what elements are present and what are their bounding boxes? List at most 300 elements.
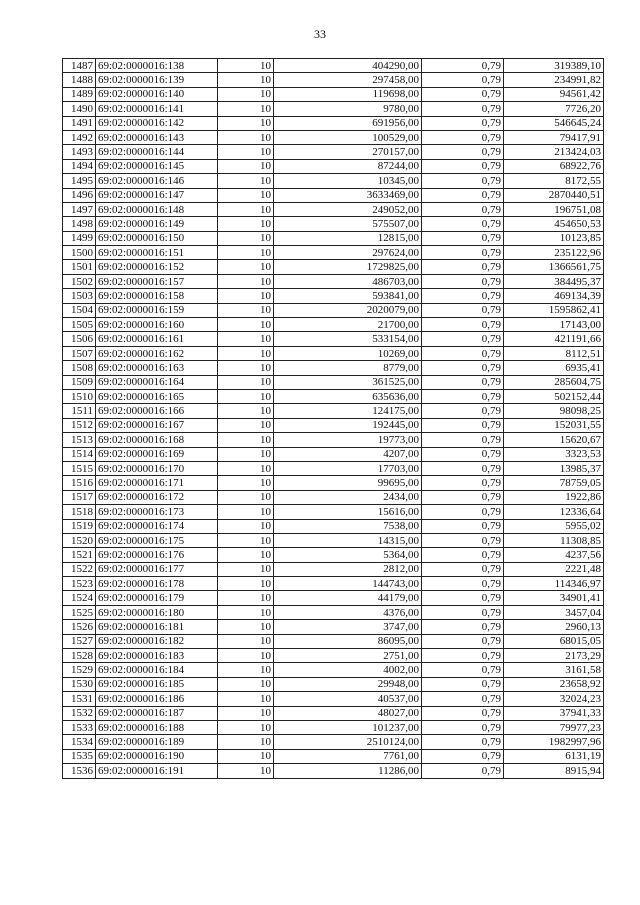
table-row <box>63 260 604 274</box>
table-row <box>63 202 604 216</box>
cadastral-number-cell: 69:02:0000016:140 <box>96 87 218 101</box>
table-row <box>63 720 604 734</box>
cadastral-number-cell: 69:02:0000016:159 <box>96 303 218 317</box>
category-cell: 10 <box>218 562 274 576</box>
row-number-cell: 1535 <box>63 749 96 763</box>
area-cell: 593841,00 <box>274 289 422 303</box>
row-number-cell: 1527 <box>63 634 96 648</box>
cadastral-number-cell: 69:02:0000016:185 <box>96 677 218 691</box>
cadastral-number-cell: 69:02:0000016:172 <box>96 490 218 504</box>
category-cell: 10 <box>218 447 274 461</box>
area-cell: 119698,00 <box>274 87 422 101</box>
cadastral-number-cell: 69:02:0000016:177 <box>96 562 218 576</box>
row-number-cell: 1498 <box>63 217 96 231</box>
area-cell: 101237,00 <box>274 720 422 734</box>
value-cell: 32024,23 <box>504 692 604 706</box>
cadastral-number-cell: 69:02:0000016:150 <box>96 231 218 245</box>
value-cell: 1366561,75 <box>504 260 604 274</box>
coefficient-cell: 0,79 <box>422 634 504 648</box>
area-cell: 48027,00 <box>274 706 422 720</box>
area-cell: 1729825,00 <box>274 260 422 274</box>
row-number-cell: 1529 <box>63 663 96 677</box>
value-cell: 12336,64 <box>504 505 604 519</box>
value-cell: 285604,75 <box>504 375 604 389</box>
coefficient-cell: 0,79 <box>422 404 504 418</box>
area-cell: 10345,00 <box>274 174 422 188</box>
row-number-cell: 1491 <box>63 116 96 130</box>
area-cell: 404290,00 <box>274 59 422 73</box>
cadastral-number-cell: 69:02:0000016:191 <box>96 764 218 778</box>
table-row <box>63 303 604 317</box>
value-cell: 2870440,51 <box>504 188 604 202</box>
coefficient-cell: 0,79 <box>422 231 504 245</box>
area-cell: 8779,00 <box>274 361 422 375</box>
category-cell: 10 <box>218 159 274 173</box>
coefficient-cell: 0,79 <box>422 361 504 375</box>
table-row <box>63 764 604 778</box>
category-cell: 10 <box>218 332 274 346</box>
row-number-cell: 1536 <box>63 764 96 778</box>
value-cell: 1595862,41 <box>504 303 604 317</box>
value-cell: 15620,67 <box>504 433 604 447</box>
area-cell: 9780,00 <box>274 102 422 116</box>
coefficient-cell: 0,79 <box>422 260 504 274</box>
cadastral-number-cell: 69:02:0000016:173 <box>96 505 218 519</box>
category-cell: 10 <box>218 130 274 144</box>
category-cell: 10 <box>218 289 274 303</box>
area-cell: 15616,00 <box>274 505 422 519</box>
land-plot-table <box>62 58 604 779</box>
coefficient-cell: 0,79 <box>422 289 504 303</box>
coefficient-cell: 0,79 <box>422 533 504 547</box>
table-row <box>63 116 604 130</box>
row-number-cell: 1487 <box>63 59 96 73</box>
cadastral-number-cell: 69:02:0000016:184 <box>96 663 218 677</box>
coefficient-cell: 0,79 <box>422 764 504 778</box>
value-cell: 114346,97 <box>504 577 604 591</box>
table-row <box>63 577 604 591</box>
value-cell: 11308,85 <box>504 533 604 547</box>
table-row <box>63 620 604 634</box>
value-cell: 8112,51 <box>504 346 604 360</box>
category-cell: 10 <box>218 605 274 619</box>
row-number-cell: 1511 <box>63 404 96 418</box>
cadastral-number-cell: 69:02:0000016:157 <box>96 274 218 288</box>
row-number-cell: 1533 <box>63 720 96 734</box>
cadastral-number-cell: 69:02:0000016:138 <box>96 59 218 73</box>
value-cell: 3161,58 <box>504 663 604 677</box>
area-cell: 44179,00 <box>274 591 422 605</box>
row-number-cell: 1489 <box>63 87 96 101</box>
area-cell: 7538,00 <box>274 519 422 533</box>
value-cell: 34901,41 <box>504 591 604 605</box>
cadastral-number-cell: 69:02:0000016:189 <box>96 735 218 749</box>
table-row <box>63 677 604 691</box>
table-row <box>63 591 604 605</box>
value-cell: 319389,10 <box>504 59 604 73</box>
table-row <box>63 735 604 749</box>
area-cell: 86095,00 <box>274 634 422 648</box>
coefficient-cell: 0,79 <box>422 389 504 403</box>
area-cell: 2020079,00 <box>274 303 422 317</box>
area-cell: 297458,00 <box>274 73 422 87</box>
area-cell: 11286,00 <box>274 764 422 778</box>
coefficient-cell: 0,79 <box>422 274 504 288</box>
row-number-cell: 1506 <box>63 332 96 346</box>
category-cell: 10 <box>218 720 274 734</box>
cadastral-number-cell: 69:02:0000016:166 <box>96 404 218 418</box>
table-row <box>63 476 604 490</box>
value-cell: 152031,55 <box>504 418 604 432</box>
cadastral-number-cell: 69:02:0000016:171 <box>96 476 218 490</box>
coefficient-cell: 0,79 <box>422 505 504 519</box>
coefficient-cell: 0,79 <box>422 418 504 432</box>
table-row <box>63 174 604 188</box>
area-cell: 4002,00 <box>274 663 422 677</box>
coefficient-cell: 0,79 <box>422 447 504 461</box>
category-cell: 10 <box>218 246 274 260</box>
cadastral-number-cell: 69:02:0000016:164 <box>96 375 218 389</box>
cadastral-number-cell: 69:02:0000016:174 <box>96 519 218 533</box>
value-cell: 384495,37 <box>504 274 604 288</box>
cadastral-number-cell: 69:02:0000016:163 <box>96 361 218 375</box>
area-cell: 533154,00 <box>274 332 422 346</box>
area-cell: 486703,00 <box>274 274 422 288</box>
table-row <box>63 159 604 173</box>
category-cell: 10 <box>218 318 274 332</box>
coefficient-cell: 0,79 <box>422 749 504 763</box>
table-row <box>63 634 604 648</box>
cadastral-number-cell: 69:02:0000016:170 <box>96 461 218 475</box>
cadastral-number-cell: 69:02:0000016:175 <box>96 533 218 547</box>
coefficient-cell: 0,79 <box>422 620 504 634</box>
cadastral-number-cell: 69:02:0000016:178 <box>96 577 218 591</box>
row-number-cell: 1494 <box>63 159 96 173</box>
row-number-cell: 1488 <box>63 73 96 87</box>
category-cell: 10 <box>218 620 274 634</box>
table-row <box>63 87 604 101</box>
row-number-cell: 1490 <box>63 102 96 116</box>
row-number-cell: 1513 <box>63 433 96 447</box>
value-cell: 421191,66 <box>504 332 604 346</box>
table-row <box>63 231 604 245</box>
area-cell: 297624,00 <box>274 246 422 260</box>
value-cell: 79417,91 <box>504 130 604 144</box>
table-row <box>63 663 604 677</box>
cadastral-number-cell: 69:02:0000016:188 <box>96 720 218 734</box>
category-cell: 10 <box>218 116 274 130</box>
coefficient-cell: 0,79 <box>422 59 504 73</box>
coefficient-cell: 0,79 <box>422 130 504 144</box>
table-row <box>63 361 604 375</box>
category-cell: 10 <box>218 260 274 274</box>
coefficient-cell: 0,79 <box>422 735 504 749</box>
coefficient-cell: 0,79 <box>422 433 504 447</box>
table-row <box>63 59 604 73</box>
cadastral-number-cell: 69:02:0000016:142 <box>96 116 218 130</box>
value-cell: 78759,05 <box>504 476 604 490</box>
area-cell: 691956,00 <box>274 116 422 130</box>
row-number-cell: 1520 <box>63 533 96 547</box>
table-row <box>63 447 604 461</box>
row-number-cell: 1508 <box>63 361 96 375</box>
cadastral-number-cell: 69:02:0000016:190 <box>96 749 218 763</box>
row-number-cell: 1495 <box>63 174 96 188</box>
row-number-cell: 1521 <box>63 548 96 562</box>
row-number-cell: 1496 <box>63 188 96 202</box>
area-cell: 12815,00 <box>274 231 422 245</box>
value-cell: 68922,76 <box>504 159 604 173</box>
area-cell: 17703,00 <box>274 461 422 475</box>
table-row <box>63 332 604 346</box>
cadastral-number-cell: 69:02:0000016:162 <box>96 346 218 360</box>
table-row <box>63 461 604 475</box>
category-cell: 10 <box>218 217 274 231</box>
category-cell: 10 <box>218 461 274 475</box>
row-number-cell: 1512 <box>63 418 96 432</box>
cadastral-number-cell: 69:02:0000016:139 <box>96 73 218 87</box>
value-cell: 8915,94 <box>504 764 604 778</box>
category-cell: 10 <box>218 649 274 663</box>
cadastral-number-cell: 69:02:0000016:145 <box>96 159 218 173</box>
category-cell: 10 <box>218 706 274 720</box>
value-cell: 1922,86 <box>504 490 604 504</box>
table-row <box>63 505 604 519</box>
value-cell: 234991,82 <box>504 73 604 87</box>
area-cell: 5364,00 <box>274 548 422 562</box>
table-row <box>63 490 604 504</box>
coefficient-cell: 0,79 <box>422 692 504 706</box>
category-cell: 10 <box>218 73 274 87</box>
row-number-cell: 1530 <box>63 677 96 691</box>
value-cell: 196751,08 <box>504 202 604 216</box>
value-cell: 2221,48 <box>504 562 604 576</box>
category-cell: 10 <box>218 764 274 778</box>
row-number-cell: 1517 <box>63 490 96 504</box>
cadastral-number-cell: 69:02:0000016:169 <box>96 447 218 461</box>
area-cell: 249052,00 <box>274 202 422 216</box>
row-number-cell: 1502 <box>63 274 96 288</box>
row-number-cell: 1499 <box>63 231 96 245</box>
value-cell: 1982997,96 <box>504 735 604 749</box>
category-cell: 10 <box>218 533 274 547</box>
table-row <box>63 188 604 202</box>
category-cell: 10 <box>218 663 274 677</box>
category-cell: 10 <box>218 231 274 245</box>
value-cell: 94561,42 <box>504 87 604 101</box>
category-cell: 10 <box>218 476 274 490</box>
cadastral-number-cell: 69:02:0000016:181 <box>96 620 218 634</box>
cadastral-number-cell: 69:02:0000016:182 <box>96 634 218 648</box>
row-number-cell: 1503 <box>63 289 96 303</box>
cadastral-number-cell: 69:02:0000016:176 <box>96 548 218 562</box>
value-cell: 3457,04 <box>504 605 604 619</box>
area-cell: 3747,00 <box>274 620 422 634</box>
cadastral-number-cell: 69:02:0000016:152 <box>96 260 218 274</box>
value-cell: 7726,20 <box>504 102 604 116</box>
value-cell: 469134,39 <box>504 289 604 303</box>
category-cell: 10 <box>218 577 274 591</box>
category-cell: 10 <box>218 145 274 159</box>
row-number-cell: 1514 <box>63 447 96 461</box>
cadastral-number-cell: 69:02:0000016:179 <box>96 591 218 605</box>
cadastral-number-cell: 69:02:0000016:186 <box>96 692 218 706</box>
value-cell: 6935,41 <box>504 361 604 375</box>
category-cell: 10 <box>218 303 274 317</box>
cadastral-number-cell: 69:02:0000016:180 <box>96 605 218 619</box>
row-number-cell: 1492 <box>63 130 96 144</box>
coefficient-cell: 0,79 <box>422 605 504 619</box>
cadastral-number-cell: 69:02:0000016:143 <box>96 130 218 144</box>
coefficient-cell: 0,79 <box>422 332 504 346</box>
category-cell: 10 <box>218 375 274 389</box>
category-cell: 10 <box>218 59 274 73</box>
coefficient-cell: 0,79 <box>422 591 504 605</box>
coefficient-cell: 0,79 <box>422 548 504 562</box>
row-number-cell: 1528 <box>63 649 96 663</box>
value-cell: 4237,56 <box>504 548 604 562</box>
cadastral-number-cell: 69:02:0000016:144 <box>96 145 218 159</box>
cadastral-number-cell: 69:02:0000016:165 <box>96 389 218 403</box>
value-cell: 502152,44 <box>504 389 604 403</box>
row-number-cell: 1493 <box>63 145 96 159</box>
table-row <box>63 749 604 763</box>
coefficient-cell: 0,79 <box>422 677 504 691</box>
coefficient-cell: 0,79 <box>422 577 504 591</box>
category-cell: 10 <box>218 202 274 216</box>
area-cell: 19773,00 <box>274 433 422 447</box>
coefficient-cell: 0,79 <box>422 318 504 332</box>
area-cell: 99695,00 <box>274 476 422 490</box>
coefficient-cell: 0,79 <box>422 116 504 130</box>
row-number-cell: 1518 <box>63 505 96 519</box>
row-number-cell: 1500 <box>63 246 96 260</box>
category-cell: 10 <box>218 490 274 504</box>
value-cell: 2173,29 <box>504 649 604 663</box>
coefficient-cell: 0,79 <box>422 649 504 663</box>
coefficient-cell: 0,79 <box>422 217 504 231</box>
table-row <box>63 548 604 562</box>
table-row <box>63 289 604 303</box>
cadastral-number-cell: 69:02:0000016:167 <box>96 418 218 432</box>
category-cell: 10 <box>218 87 274 101</box>
cadastral-number-cell: 69:02:0000016:148 <box>96 202 218 216</box>
value-cell: 3323,53 <box>504 447 604 461</box>
value-cell: 98098,25 <box>504 404 604 418</box>
row-number-cell: 1525 <box>63 605 96 619</box>
table-row <box>63 692 604 706</box>
coefficient-cell: 0,79 <box>422 562 504 576</box>
row-number-cell: 1534 <box>63 735 96 749</box>
table-row <box>63 706 604 720</box>
coefficient-cell: 0,79 <box>422 461 504 475</box>
coefficient-cell: 0,79 <box>422 87 504 101</box>
area-cell: 270157,00 <box>274 145 422 159</box>
table-row <box>63 433 604 447</box>
coefficient-cell: 0,79 <box>422 174 504 188</box>
area-cell: 2510124,00 <box>274 735 422 749</box>
category-cell: 10 <box>218 692 274 706</box>
area-cell: 2751,00 <box>274 649 422 663</box>
value-cell: 213424,03 <box>504 145 604 159</box>
category-cell: 10 <box>218 174 274 188</box>
category-cell: 10 <box>218 418 274 432</box>
cadastral-number-cell: 69:02:0000016:149 <box>96 217 218 231</box>
area-cell: 4376,00 <box>274 605 422 619</box>
area-cell: 124175,00 <box>274 404 422 418</box>
cadastral-number-cell: 69:02:0000016:158 <box>96 289 218 303</box>
category-cell: 10 <box>218 188 274 202</box>
category-cell: 10 <box>218 274 274 288</box>
row-number-cell: 1524 <box>63 591 96 605</box>
table-container <box>62 58 604 779</box>
table-row <box>63 346 604 360</box>
row-number-cell: 1509 <box>63 375 96 389</box>
cadastral-number-cell: 69:02:0000016:146 <box>96 174 218 188</box>
coefficient-cell: 0,79 <box>422 159 504 173</box>
value-cell: 2960,13 <box>504 620 604 634</box>
row-number-cell: 1519 <box>63 519 96 533</box>
value-cell: 5955,02 <box>504 519 604 533</box>
area-cell: 7761,00 <box>274 749 422 763</box>
table-row <box>63 533 604 547</box>
row-number-cell: 1505 <box>63 318 96 332</box>
category-cell: 10 <box>218 677 274 691</box>
table-row <box>63 519 604 533</box>
cadastral-number-cell: 69:02:0000016:160 <box>96 318 218 332</box>
cadastral-number-cell: 69:02:0000016:168 <box>96 433 218 447</box>
table-row <box>63 562 604 576</box>
value-cell: 235122,96 <box>504 246 604 260</box>
cadastral-number-cell: 69:02:0000016:161 <box>96 332 218 346</box>
coefficient-cell: 0,79 <box>422 706 504 720</box>
table-row <box>63 404 604 418</box>
area-cell: 575507,00 <box>274 217 422 231</box>
coefficient-cell: 0,79 <box>422 663 504 677</box>
table-row <box>63 375 604 389</box>
row-number-cell: 1531 <box>63 692 96 706</box>
row-number-cell: 1522 <box>63 562 96 576</box>
value-cell: 68015,05 <box>504 634 604 648</box>
category-cell: 10 <box>218 634 274 648</box>
coefficient-cell: 0,79 <box>422 145 504 159</box>
coefficient-cell: 0,79 <box>422 73 504 87</box>
row-number-cell: 1515 <box>63 461 96 475</box>
coefficient-cell: 0,79 <box>422 720 504 734</box>
category-cell: 10 <box>218 389 274 403</box>
table-row <box>63 418 604 432</box>
value-cell: 79977,23 <box>504 720 604 734</box>
area-cell: 192445,00 <box>274 418 422 432</box>
value-cell: 546645,24 <box>504 116 604 130</box>
category-cell: 10 <box>218 548 274 562</box>
table-row <box>63 274 604 288</box>
area-cell: 87244,00 <box>274 159 422 173</box>
value-cell: 23658,92 <box>504 677 604 691</box>
coefficient-cell: 0,79 <box>422 102 504 116</box>
row-number-cell: 1526 <box>63 620 96 634</box>
category-cell: 10 <box>218 519 274 533</box>
category-cell: 10 <box>218 102 274 116</box>
value-cell: 10123,85 <box>504 231 604 245</box>
area-cell: 29948,00 <box>274 677 422 691</box>
category-cell: 10 <box>218 505 274 519</box>
value-cell: 8172,55 <box>504 174 604 188</box>
coefficient-cell: 0,79 <box>422 519 504 533</box>
coefficient-cell: 0,79 <box>422 476 504 490</box>
table-row <box>63 389 604 403</box>
category-cell: 10 <box>218 433 274 447</box>
